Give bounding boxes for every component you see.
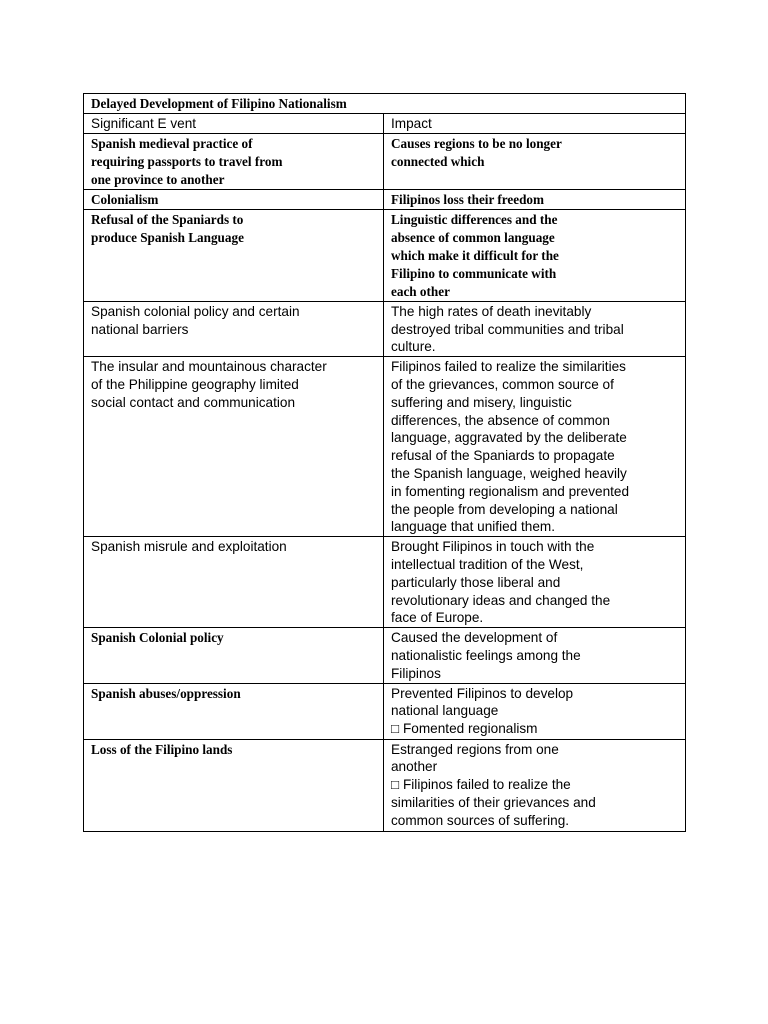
title-row (84, 94, 686, 114)
impact-text: Linguistic differences and the absence of common language which make it difficult for the Filipino to communicate with each other (391, 211, 559, 299)
impact-cell (384, 739, 686, 831)
event-cell (84, 739, 384, 831)
impact-cell (384, 189, 686, 209)
event-cell (84, 301, 384, 356)
impact-text: Brought Filipinos in touch with the intellectual tradition of the West, particularly those liberal and revolutionary ideas and changed the face of Europe. (391, 539, 611, 626)
impact-text: Filipinos failed to realize the similarities of the grievances, common source of suffering and misery, linguistic differences, the absence of common language, aggravated by the deliberate refusal of the Spaniards to propagate the Spanish language, weighed heavily in fomenting regionalism and prevented the people from developing a national language that unified them. (391, 359, 630, 535)
table-row (84, 133, 686, 189)
table-row (84, 189, 686, 209)
impact-cell (384, 133, 686, 189)
impact-cell (384, 683, 686, 739)
impact-text: Prevented Filipinos to develop national language □ Fomented regionalism (391, 685, 574, 737)
event-cell (84, 209, 384, 301)
event-text: Spanish colonial policy and certain national barriers (91, 303, 300, 337)
event-text: Loss of the Filipino lands (91, 741, 233, 757)
table-row (84, 357, 686, 537)
impact-cell (384, 301, 686, 356)
impact-cell (384, 357, 686, 537)
impact-cell (384, 209, 686, 301)
impact-text: The high rates of death inevitably destroyed tribal communities and tribal culture. (391, 303, 624, 355)
event-cell (84, 683, 384, 739)
event-text: Refusal of the Spaniards to produce Spanish Language (91, 211, 244, 245)
impact-cell (384, 628, 686, 683)
event-cell (84, 357, 384, 537)
event-cell (84, 628, 384, 683)
event-text: Spanish Colonial policy (91, 630, 224, 646)
event-text: Spanish medieval practice of requiring passports to travel from one province to another (91, 135, 283, 187)
event-cell (84, 537, 384, 628)
event-text: Spanish misrule and exploitation (91, 539, 287, 555)
impact-text: Filipinos loss their freedom (391, 191, 545, 207)
table-row (84, 209, 686, 301)
table-title: Delayed Development of Filipino Nationalism (84, 94, 686, 114)
table-row (84, 739, 686, 831)
header-row (84, 114, 686, 134)
event-text: Colonialism (91, 191, 159, 207)
impact-text: Estranged regions from one another □ Filipinos failed to realize the similarities of their grievances and common sources of suffering. (391, 741, 596, 828)
impact-text: Caused the development of nationalistic feelings among the Filipinos (391, 630, 581, 681)
impact-cell (384, 537, 686, 628)
table-row (84, 301, 686, 356)
header-event: Significant E vent (84, 114, 384, 134)
event-cell (84, 133, 384, 189)
table-row (84, 537, 686, 628)
nationalism-table (83, 93, 686, 832)
table-row (84, 683, 686, 739)
event-cell (84, 189, 384, 209)
event-text: Spanish abuses/oppression (91, 685, 241, 701)
table-row (84, 628, 686, 683)
event-text: The insular and mountainous character of the Philippine geography limited social contact and communication (91, 359, 327, 410)
impact-text: Causes regions to be no longer connected which (391, 135, 562, 169)
header-impact: Impact (384, 114, 686, 134)
